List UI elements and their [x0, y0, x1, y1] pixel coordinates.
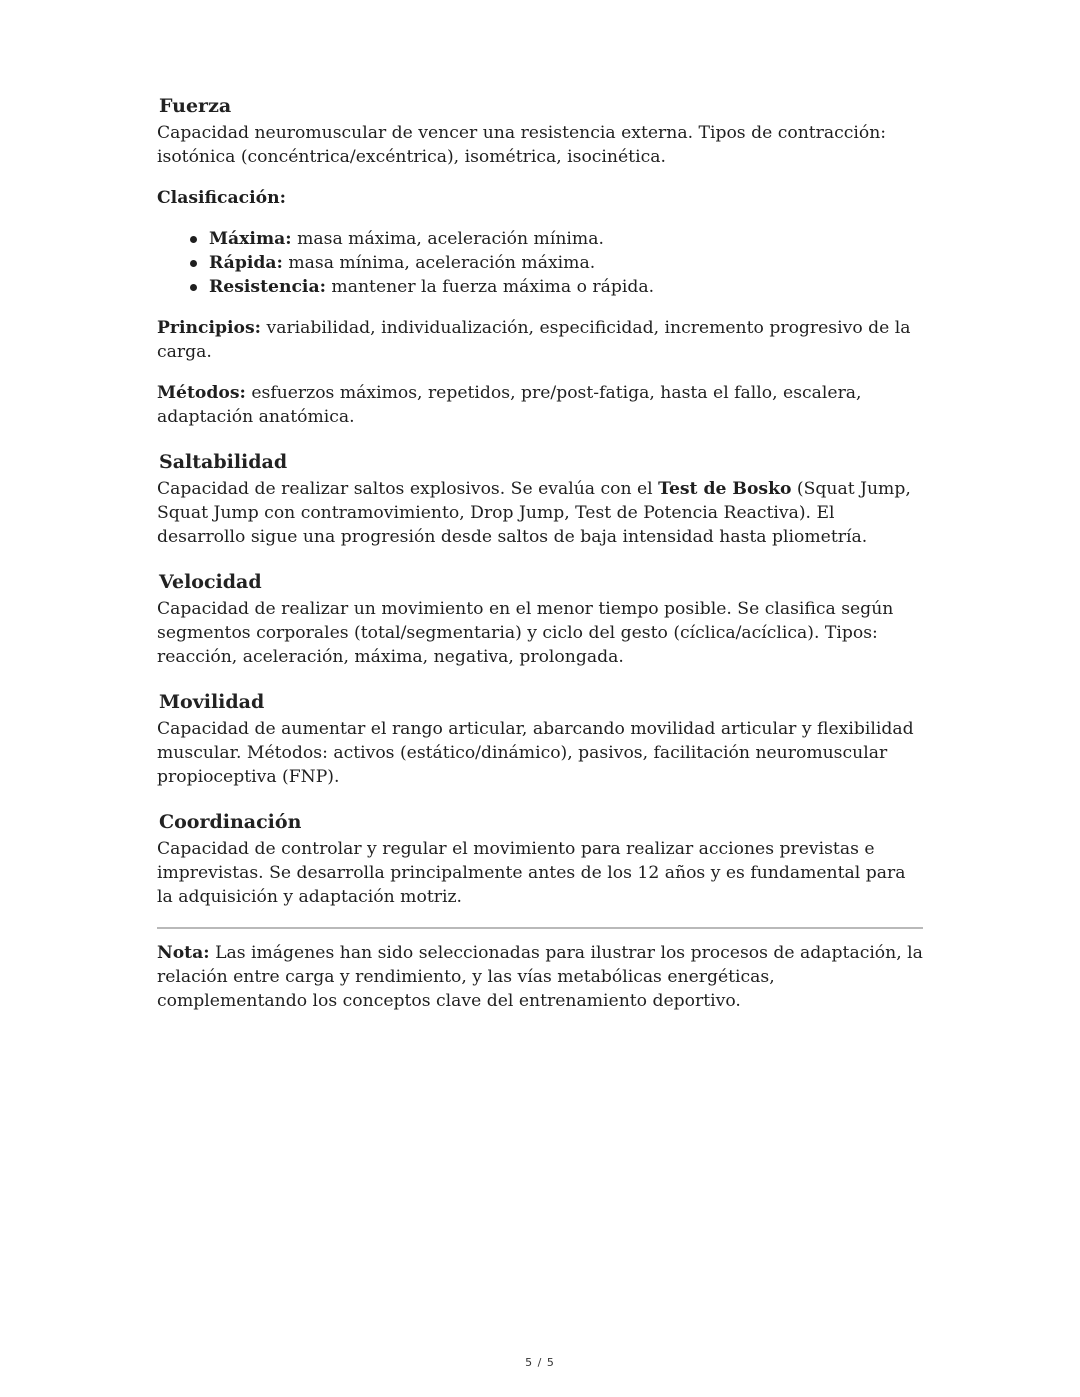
note-paragraph: Nota: Las imágenes han sido seleccionadas para ilustrar los procesos de adaptación, la relación entre carga y rendimiento, y las vías metabólicas energéticas, complementando los conceptos clave del entrenamiento deportivo.: [157, 943, 923, 1011]
document-page: [157, 94, 923, 1013]
page-indicator: 5 / 5: [525, 1356, 555, 1369]
velocidad-description: Capacidad de realizar un movimiento en el menor tiempo posible. Se clasifica según segmentos corporales (total/segmentaria) y ciclo del gesto (cíclica/acíclica). Tipos: reacción, aceleración, máxima, negativa, prolongada.: [157, 599, 894, 667]
coordinacion-description: Capacidad de controlar y regular el movimiento para realizar acciones previstas e imprevistas. Se desarrolla principalmente antes de los 12 años y es fundamental para la adquisición y adaptación motriz.: [157, 839, 906, 907]
principles-paragraph: Principios: variabilidad, individualización, especificidad, incremento progresivo de la carga.: [157, 318, 911, 362]
methods-paragraph: Métodos: esfuerzos máximos, repetidos, pre/post-fatiga, hasta el fallo, escalera, adaptación anatómica.: [157, 383, 862, 427]
classification-list: [157, 227, 923, 299]
list-item: Rápida: masa mínima, aceleración máxima.: [209, 251, 923, 275]
section-title-saltabilidad: Saltabilidad: [159, 451, 288, 473]
section-title-velocidad: Velocidad: [159, 571, 262, 593]
saltabilidad-description: Capacidad de realizar saltos explosivos. Se evalúa con el Test de Bosko (Squat Jump, Squat Jump con contramovimiento, Drop Jump, Test de Potencia Reactiva). El desarrollo sigue una progresión desde saltos de baja intensidad hasta pliometría.: [157, 479, 911, 547]
movilidad-description: Capacidad de aumentar el rango articular, abarcando movilidad articular y flexibilidad muscular. Métodos: activos (estático/dinámico), pasivos, facilitación neuromuscular propioceptiva (FNP).: [157, 719, 914, 787]
section-title-movilidad: Movilidad: [159, 691, 265, 713]
list-item: Máxima: masa máxima, aceleración mínima.: [209, 227, 923, 251]
classification-label: Clasificación:: [157, 188, 286, 208]
fuerza-description: Capacidad neuromuscular de vencer una resistencia externa. Tipos de contracción: isotónica (concéntrica/excéntrica), isométrica, isocinética.: [157, 123, 887, 167]
section-title-fuerza: Fuerza: [159, 95, 232, 117]
section-title-coordinacion: Coordinación: [159, 811, 302, 833]
list-item: Resistencia: mantener la fuerza máxima o rápida.: [209, 275, 923, 299]
divider: [157, 927, 923, 929]
